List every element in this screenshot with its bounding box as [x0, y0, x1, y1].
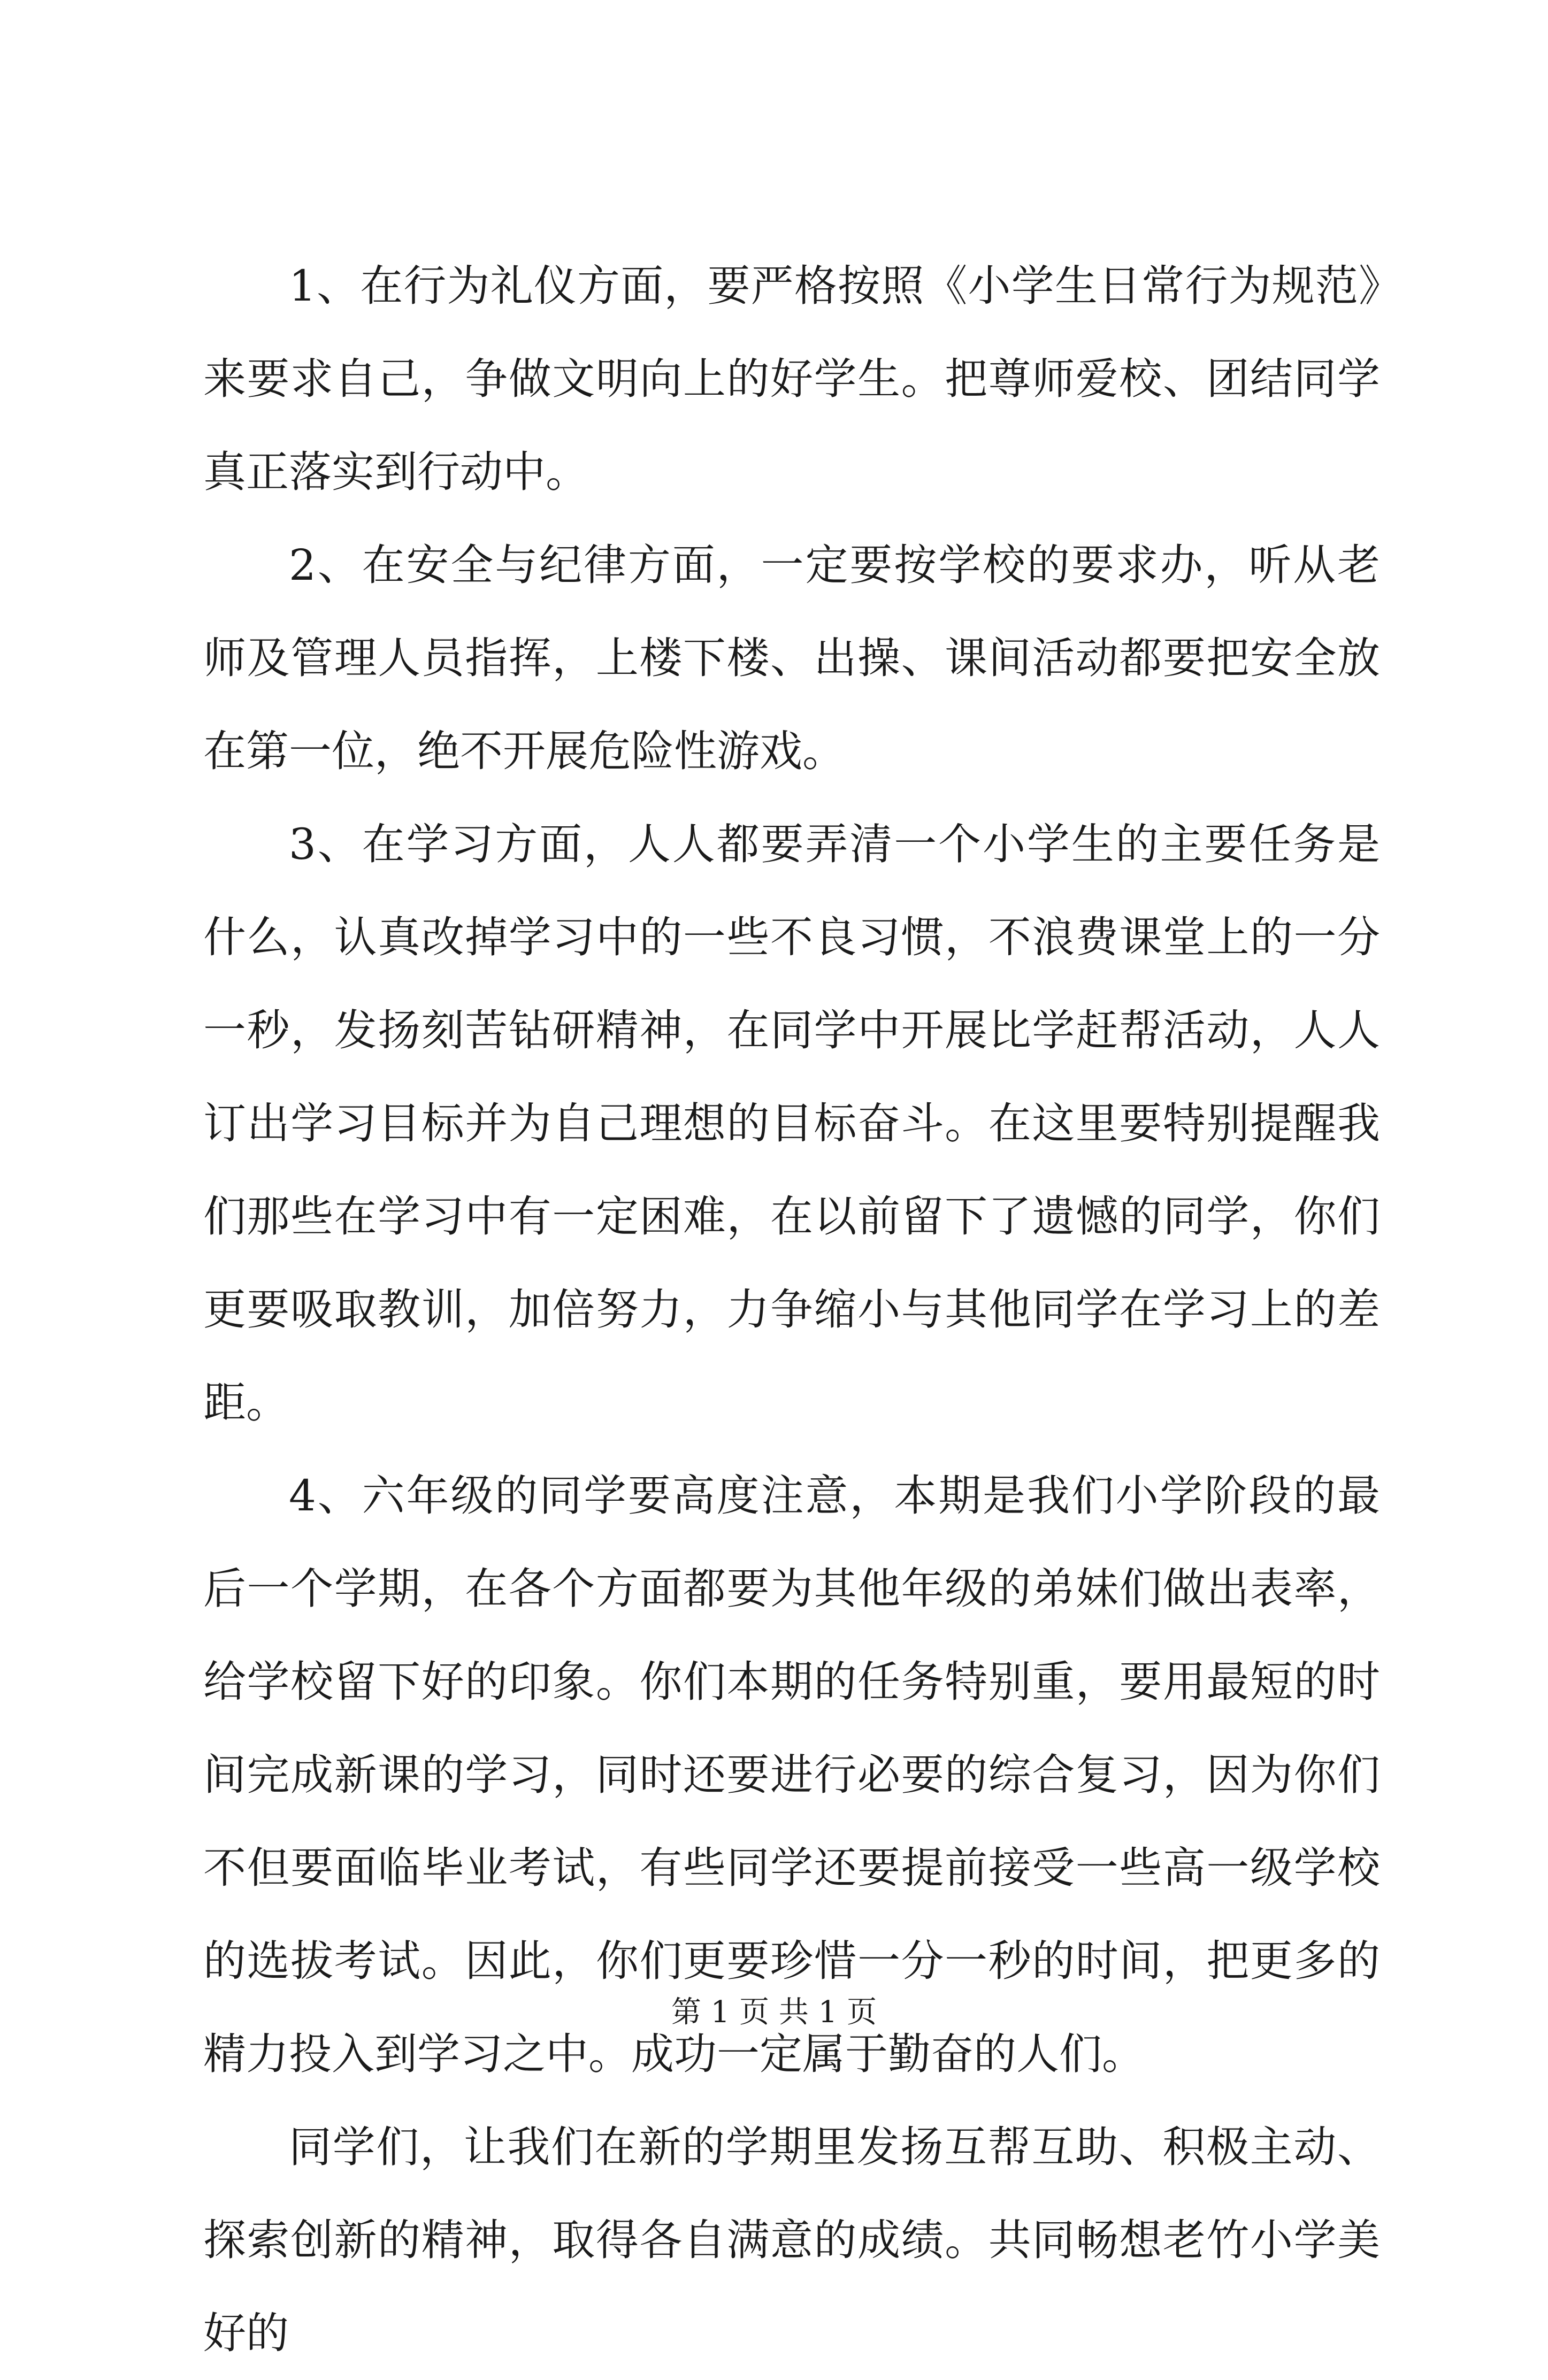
paragraph-behavior-etiquette: 1、在行为礼仪方面，要严格按照《小学生日常行为规范》来要求自己，争做文明向上的好学生。把尊师爱校、团结同学真正落实到行动中。 — [203, 261, 1380, 497]
paragraph-sixth-grade: 4、六年级的同学要高度注意，本期是我们小学阶段的最后一个学期，在各个方面都要为其他年级的弟妹们做出表率，给学校留下好的印象。你们本期的任务特别重，要用最短的时间完成新课的学习，同时还要进行必要的综合复习，因为你们不但要面临毕业考试，有些同学还要提前接受一些高一级学校的选拔考试。因此，你们更要珍惜一分一秒的时间，把更多的精力投入到学习之中。成功一定属于勤奋的人们。 — [203, 1471, 1380, 2079]
paragraph-study: 3、在学习方面，人人都要弄清一个小学生的主要任务是什么，认真改掉学习中的一些不良习惯，不浪费课堂上的一分一秒，发扬刻苦钻研精神，在同学中开展比学赶帮活动，人人订出学习目标并为自己理想的目标奋斗。在这里要特别提醒我们那些在学习中有一定困难，在以前留下了遗憾的同学，你们更要吸取教训，加倍努力，力争缩小与其他同学在学习上的差距。 — [203, 819, 1380, 1427]
paragraph-closing: 同学们，让我们在新的学期里发扬互帮互助、积极主动、探索创新的精神，取得各自满意的成绩。共同畅想老竹小学美好的 — [203, 2122, 1380, 2358]
page-footer: 第 1 页 共 1 页 — [671, 1995, 877, 2030]
paragraph-safety-discipline: 2、在安全与纪律方面，一定要按学校的要求办，听从老师及管理人员指挥，上楼下楼、出操、课间活动都要把安全放在第一位，绝不开展危险性游戏。 — [203, 540, 1380, 776]
document-body — [203, 240, 1380, 2380]
